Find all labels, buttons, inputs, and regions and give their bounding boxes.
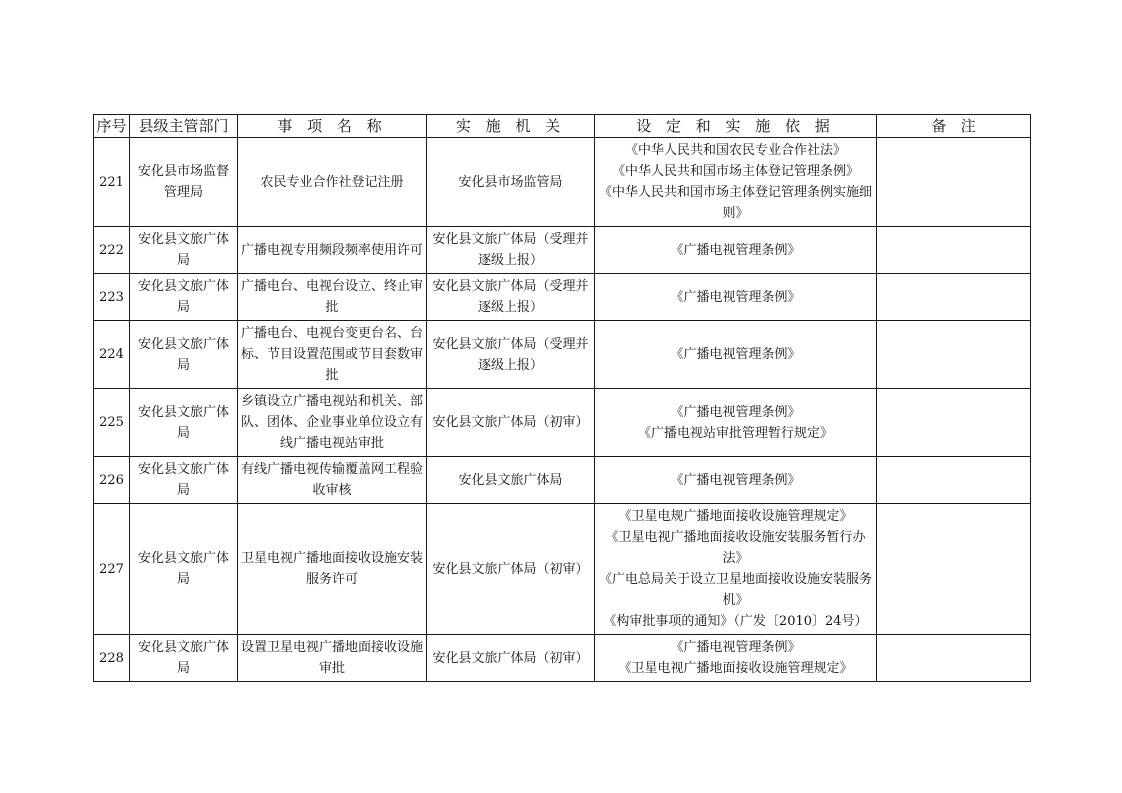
cell-dept: 安化县文旅广体局	[130, 321, 238, 389]
cell-item: 卫星电视广播地面接收设施安装服务许可	[238, 504, 427, 635]
table-row	[94, 227, 1031, 274]
table-row	[94, 635, 1031, 682]
basis-line: 《广播电视站审批管理暂行规定》	[637, 425, 833, 441]
cell-basis	[595, 635, 877, 682]
cell-note	[877, 457, 1031, 504]
table-row	[94, 138, 1031, 227]
basis-line: 《广播电视管理条例》	[670, 242, 801, 258]
basis-line: 《卫星电视广播地面接收设施安装服务暂行办法》	[605, 530, 866, 566]
cell-seq: 222	[94, 227, 130, 274]
cell-basis	[595, 321, 877, 389]
cell-org: 安化县文旅广体局（初审）	[427, 504, 595, 635]
basis-line: 《广播电视管理条例》	[670, 640, 801, 655]
cell-note	[877, 274, 1031, 321]
basis-line: 《广播电视管理条例》	[670, 289, 801, 305]
cell-basis	[595, 227, 877, 274]
cell-seq: 227	[94, 504, 130, 635]
basis-line: 《中华人民共和国市场主体登记管理条例》	[611, 164, 859, 179]
cell-org: 安化县文旅广体局（初审）	[427, 389, 595, 457]
cell-org: 安化县文旅广体局（初审）	[427, 635, 595, 682]
cell-seq: 223	[94, 274, 130, 321]
cell-org: 安化县文旅广体局	[427, 457, 595, 504]
cell-dept: 安化县文旅广体局	[130, 504, 238, 635]
cell-basis	[595, 389, 877, 457]
header-note: 备 注	[877, 115, 1031, 138]
header-basis: 设 定 和 实 施 依 据	[595, 115, 877, 138]
cell-note	[877, 321, 1031, 389]
basis-line: 《中华人民共和国农民专业合作社法》	[624, 143, 846, 158]
cell-item: 有线广播电视传输覆盖网工程验收审核	[238, 457, 427, 504]
basis-line: 《卫星电规广播地面接收设施管理规定》	[618, 509, 853, 524]
cell-basis	[595, 504, 877, 635]
cell-item: 设置卫星电视广播地面接收设施审批	[238, 635, 427, 682]
table-row	[94, 389, 1031, 457]
cell-basis	[595, 274, 877, 321]
header-item: 事 项 名 称	[238, 115, 427, 138]
basis-line: 《广播电视管理条例》	[670, 347, 801, 362]
header-seq: 序号	[94, 115, 130, 138]
cell-org: 安化县文旅广体局（受理并逐级上报）	[427, 227, 595, 274]
cell-item: 广播电台、电视台变更台名、台标、节目设置范围或节目套数审批	[238, 321, 427, 389]
cell-item: 广播电台、电视台设立、终止审批	[238, 274, 427, 321]
cell-org: 安化县文旅广体局（受理并逐级上报）	[427, 274, 595, 321]
table-row	[94, 321, 1031, 389]
cell-seq: 221	[94, 138, 130, 227]
header-org: 实 施 机 关	[427, 115, 595, 138]
cell-item: 农民专业合作社登记注册	[238, 138, 427, 227]
cell-dept: 安化县文旅广体局	[130, 635, 238, 682]
cell-dept: 安化县文旅广体局	[130, 274, 238, 321]
cell-dept: 安化县文旅广体局	[130, 457, 238, 504]
cell-item: 乡镇设立广播电视站和机关、部队、团体、企业事业单位设立有线广播电视站审批	[238, 389, 427, 457]
table-row	[94, 457, 1031, 504]
cell-seq: 226	[94, 457, 130, 504]
header-dept: 县级主管部门	[130, 115, 238, 138]
basis-line: 《中华人民共和国市场主体登记管理条例实施细则》	[598, 185, 872, 221]
cell-note	[877, 227, 1031, 274]
basis-line: 《广播电视管理条例》	[670, 404, 801, 420]
cell-org: 安化县文旅广体局（受理并逐级上报）	[427, 321, 595, 389]
cell-note	[877, 389, 1031, 457]
cell-seq: 225	[94, 389, 130, 457]
cell-basis	[595, 138, 877, 227]
basis-line: 《卫星电视广播地面接收设施管理规定》	[618, 661, 853, 676]
cell-seq: 224	[94, 321, 130, 389]
table-header-row	[94, 115, 1031, 138]
cell-note	[877, 504, 1031, 635]
basis-line: 《广电总局关于设立卫星地面接收设施安装服务机》	[598, 572, 872, 608]
cell-dept: 安化县文旅广体局	[130, 227, 238, 274]
table-row	[94, 504, 1031, 635]
basis-line: 《广播电视管理条例》	[670, 472, 801, 488]
basis-line: 《构审批事项的通知》（广发〔2010〕24号）	[603, 614, 868, 629]
cell-note	[877, 635, 1031, 682]
cell-seq: 228	[94, 635, 130, 682]
cell-org: 安化县市场监管局	[427, 138, 595, 227]
cell-item: 广播电视专用频段频率使用许可	[238, 227, 427, 274]
cell-dept: 安化县文旅广体局	[130, 389, 238, 457]
cell-dept: 安化县市场监督管理局	[130, 138, 238, 227]
approval-items-table	[93, 114, 1031, 682]
cell-note	[877, 138, 1031, 227]
cell-basis	[595, 457, 877, 504]
table-row	[94, 274, 1031, 321]
